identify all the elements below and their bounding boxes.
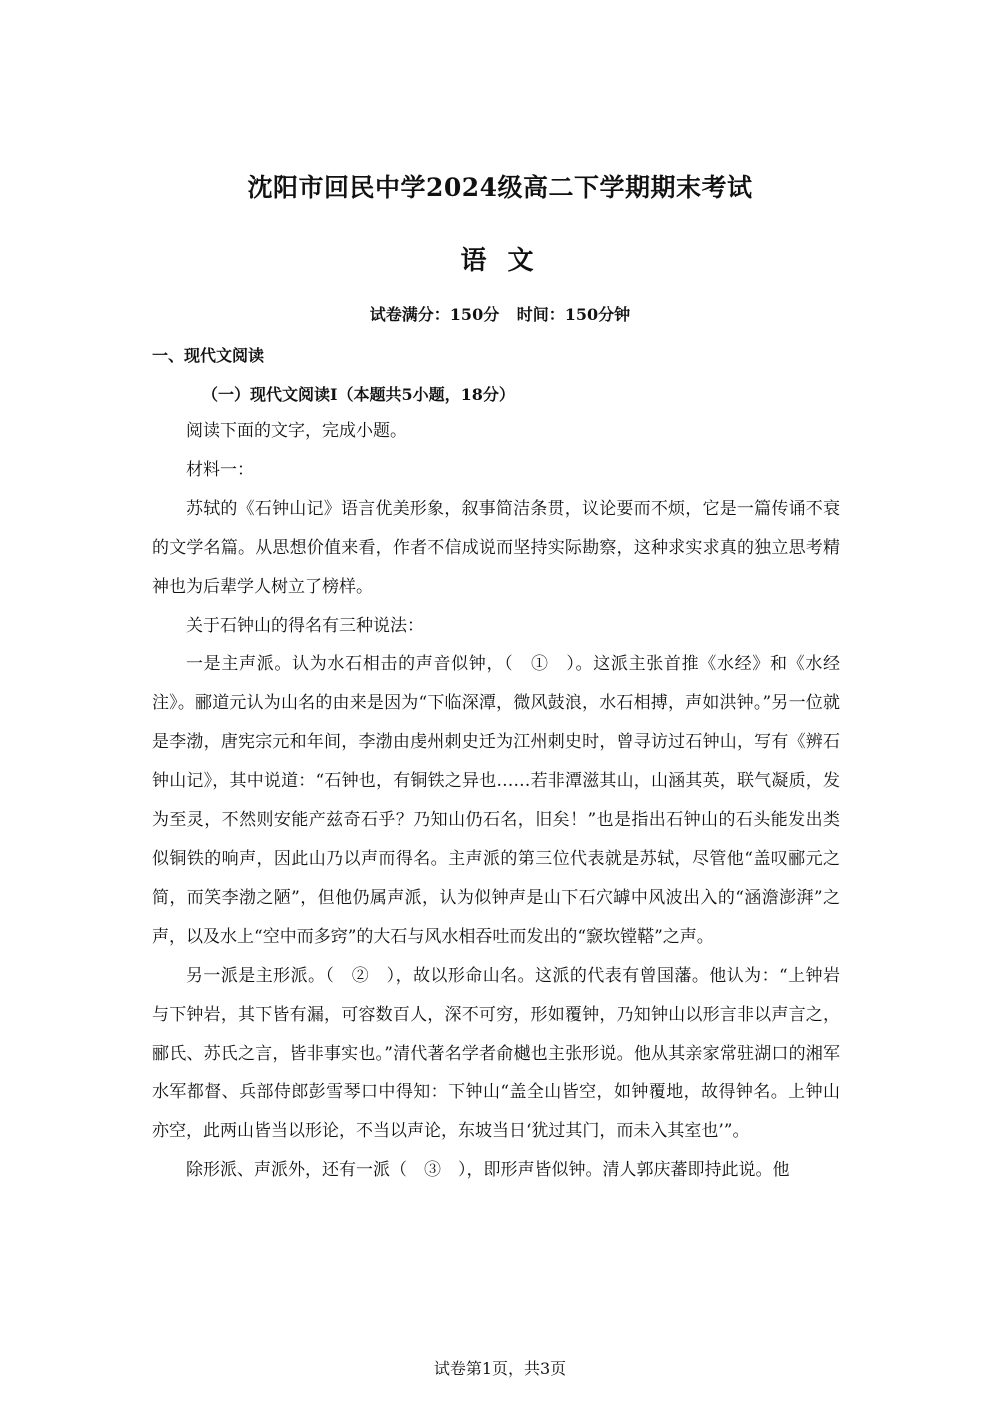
section-heading: 一、现代文阅读 — [152, 346, 265, 365]
reading-passage — [152, 412, 840, 1190]
passage-paragraph: 另一派是主形派。（ ② ），故以形命山名。这派的代表有曾国藩。他认为：“上钟岩与下钟岩，其下皆有漏，可容数百人，深不可穷，形如覆钟，乃知钟山以形言非以声言之，郦氏、苏氏之言，皆非事实也。”清代著名学者俞樾也主张形说。他从其亲家常驻湖口的湘军水军都督、兵部侍郎彭雪琴口中得知：下钟山“盖全山皆空，如钟覆地，故得钟名。上钟山亦空，此两山皆当以形论，不当以声论，东坡当日‘犹过其门，而未入其室也’”。 — [152, 965, 840, 1142]
subject-title: 语 文 — [460, 246, 540, 276]
exam-meta — [0, 302, 1000, 325]
full-score: 试卷满分：150分 — [369, 305, 500, 324]
passage-paragraph: 除形派、声派外，还有一派（ ③ ），即形声皆似钟。清人郭庆蕃即持此说。他 — [186, 1160, 790, 1181]
page-footer: 试卷第1页，共3页 — [433, 1359, 567, 1378]
passage-paragraph: 关于石钟山的得名有三种说法： — [186, 615, 424, 636]
exam-time: 时间：150分钟 — [516, 305, 631, 324]
instruction-paragraph: 阅读下面的文字，完成小题。 — [186, 421, 407, 441]
subsection-heading: （一）现代文阅读Ⅰ（本题共5小题，18分） — [202, 385, 515, 404]
material-label: 材料一： — [186, 459, 254, 480]
passage-paragraph: 苏轼的《石钟山记》语言优美形象，叙事简洁条贯，议论要而不烦，它是一篇传诵不衰的文学名篇。从思想价值来看，作者不信成说而坚持实际勘察，这种求实求真的独立思考精神也为后辈学人树立了榜样。 — [152, 498, 840, 597]
exam-title: 沈阳市回民中学2024级高二下学期期末考试 — [247, 173, 753, 202]
passage-paragraph: 一是主声派。认为水石相击的声音似钟，（ ① ）。这派主张首推《水经》和《水经注》。郦道元认为山名的由来是因为“下临深潭，微风鼓浪，水石相搏，声如洪钟。”另一位就是李渤，唐宪宗元和年间，李渤由虔州刺史迁为江州刺史时，曾寻访过石钟山，写有《辨石钟山记》，其中说道：“石钟也，有铜铁之异也……若非潭滋其山，山涵其英，联气凝质，发为至灵，不然则安能产兹奇石乎？乃知山仍石名，旧矣！”也是指出石钟山的石头能发出类似铜铁的响声，因此山乃以声而得名。主声派的第三位代表就是苏轼，尽管他“盖叹郦元之简，而笑李渤之陋”，但他仍属声派，认为似钟声是山下石穴罅中风波出入的“涵澹澎湃”之声，以及水上“空中而多窍”的大石与风水相吞吐而发出的“窾坎镗鞳”之声。 — [152, 654, 840, 947]
